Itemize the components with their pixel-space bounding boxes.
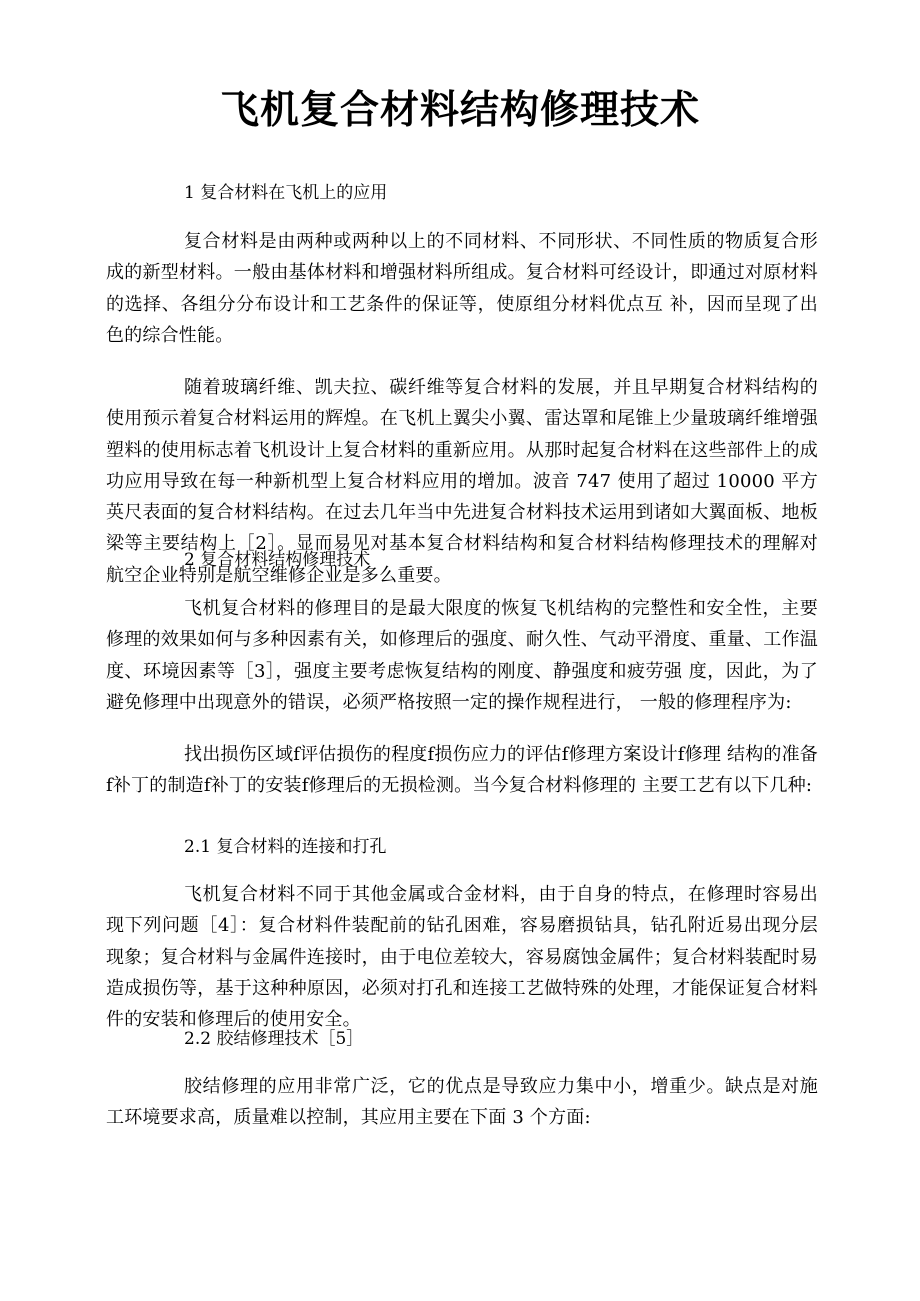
section-heading: 2.2 胶结修理技术［5］ xyxy=(184,1029,364,1049)
paragraph: 找出损伤区域f评估损伤的程度f损伤应力的评估f修理方案设计f修理 结构的准备f补丁的制造f补丁的安装f修理后的无损检测。当今复合材料修理的 主要工艺有以下几种: xyxy=(106,744,818,797)
paragraph: 随着玻璃纤维、凯夫拉、碳纤维等复合材料的发展，并且早期复合材料结构的使用预示着复合材料运用的辉煌。在飞机上翼尖小翼、雷达罩和尾锥上少量玻璃纤维增强塑料的使用标志着飞机设计上复合材料的重新应用。从那时起复合材料在这些部件上的成功应用导致在每一种新机型上复合材料应用的增加。波音 747 使用了超过 10000 平方英尺表面的复合材料结构。在过去几年当中先进复合材料技术运用到诸如大翼面板、地板梁等主要结构上［2］。显而易见对基本复合材料结构和复合材料结构修理技术的理解对航空企业特别是航空维修企业是多么重要。 xyxy=(106,377,818,586)
paragraph: 飞机复合材料不同于其他金属或合金材料，由于自身的特点，在修理时容易出现下列问题［4］：复合材料件装配前的钻孔困难，容易磨损钻具，钻孔附近易出现分层现象；复合材料与金属件连接时，由于电位差较大，容易腐蚀金属件；复合材料装配时易造成损伤等，基于这种种原因，必须对打孔和连接工艺做特殊的处理，才能保证复合材料件的安装和修理后的使用安全。 xyxy=(106,884,818,1031)
paragraph: 复合材料是由两种或两种以上的不同材料、不同形状、不同性质的物质复合形成的新型材料。一般由基体材料和增强材料所组成。复合材料可经设计，即通过对原材料的选择、各组分分布设计和工艺条件的保证等，使原组分材料优点互 补，因而呈现了出色的综合性能。 xyxy=(106,231,818,346)
section-heading: 1 复合材料在飞机上的应用 xyxy=(184,183,388,203)
section-heading: 2 复合材料结构修理技术 xyxy=(184,550,371,570)
document-title: 飞机复合材料结构修理技术 xyxy=(219,87,700,133)
paragraph: 飞机复合材料的修理目的是最大限度的恢复飞机结构的完整性和安全性，主要修理的效果如何与多种因素有关，如修理后的强度、耐久性、气动平滑度、重量、工作温度、环境因素等［3］，强度主要考虑恢复结构的刚度、静强度和疲劳强 度，因此，为了避免修理中出现意外的错误，必须严格按照一定的操作规程进行， 一般的修理程序为: xyxy=(106,598,818,713)
paragraph: 胶结修理的应用非常广泛，它的优点是导致应力集中小，增重少。缺点是对施工环境要求高，质量难以控制，其应用主要在下面 3 个方面: xyxy=(106,1076,818,1129)
section-heading: 2.1 复合材料的连接和打孔 xyxy=(184,837,387,857)
